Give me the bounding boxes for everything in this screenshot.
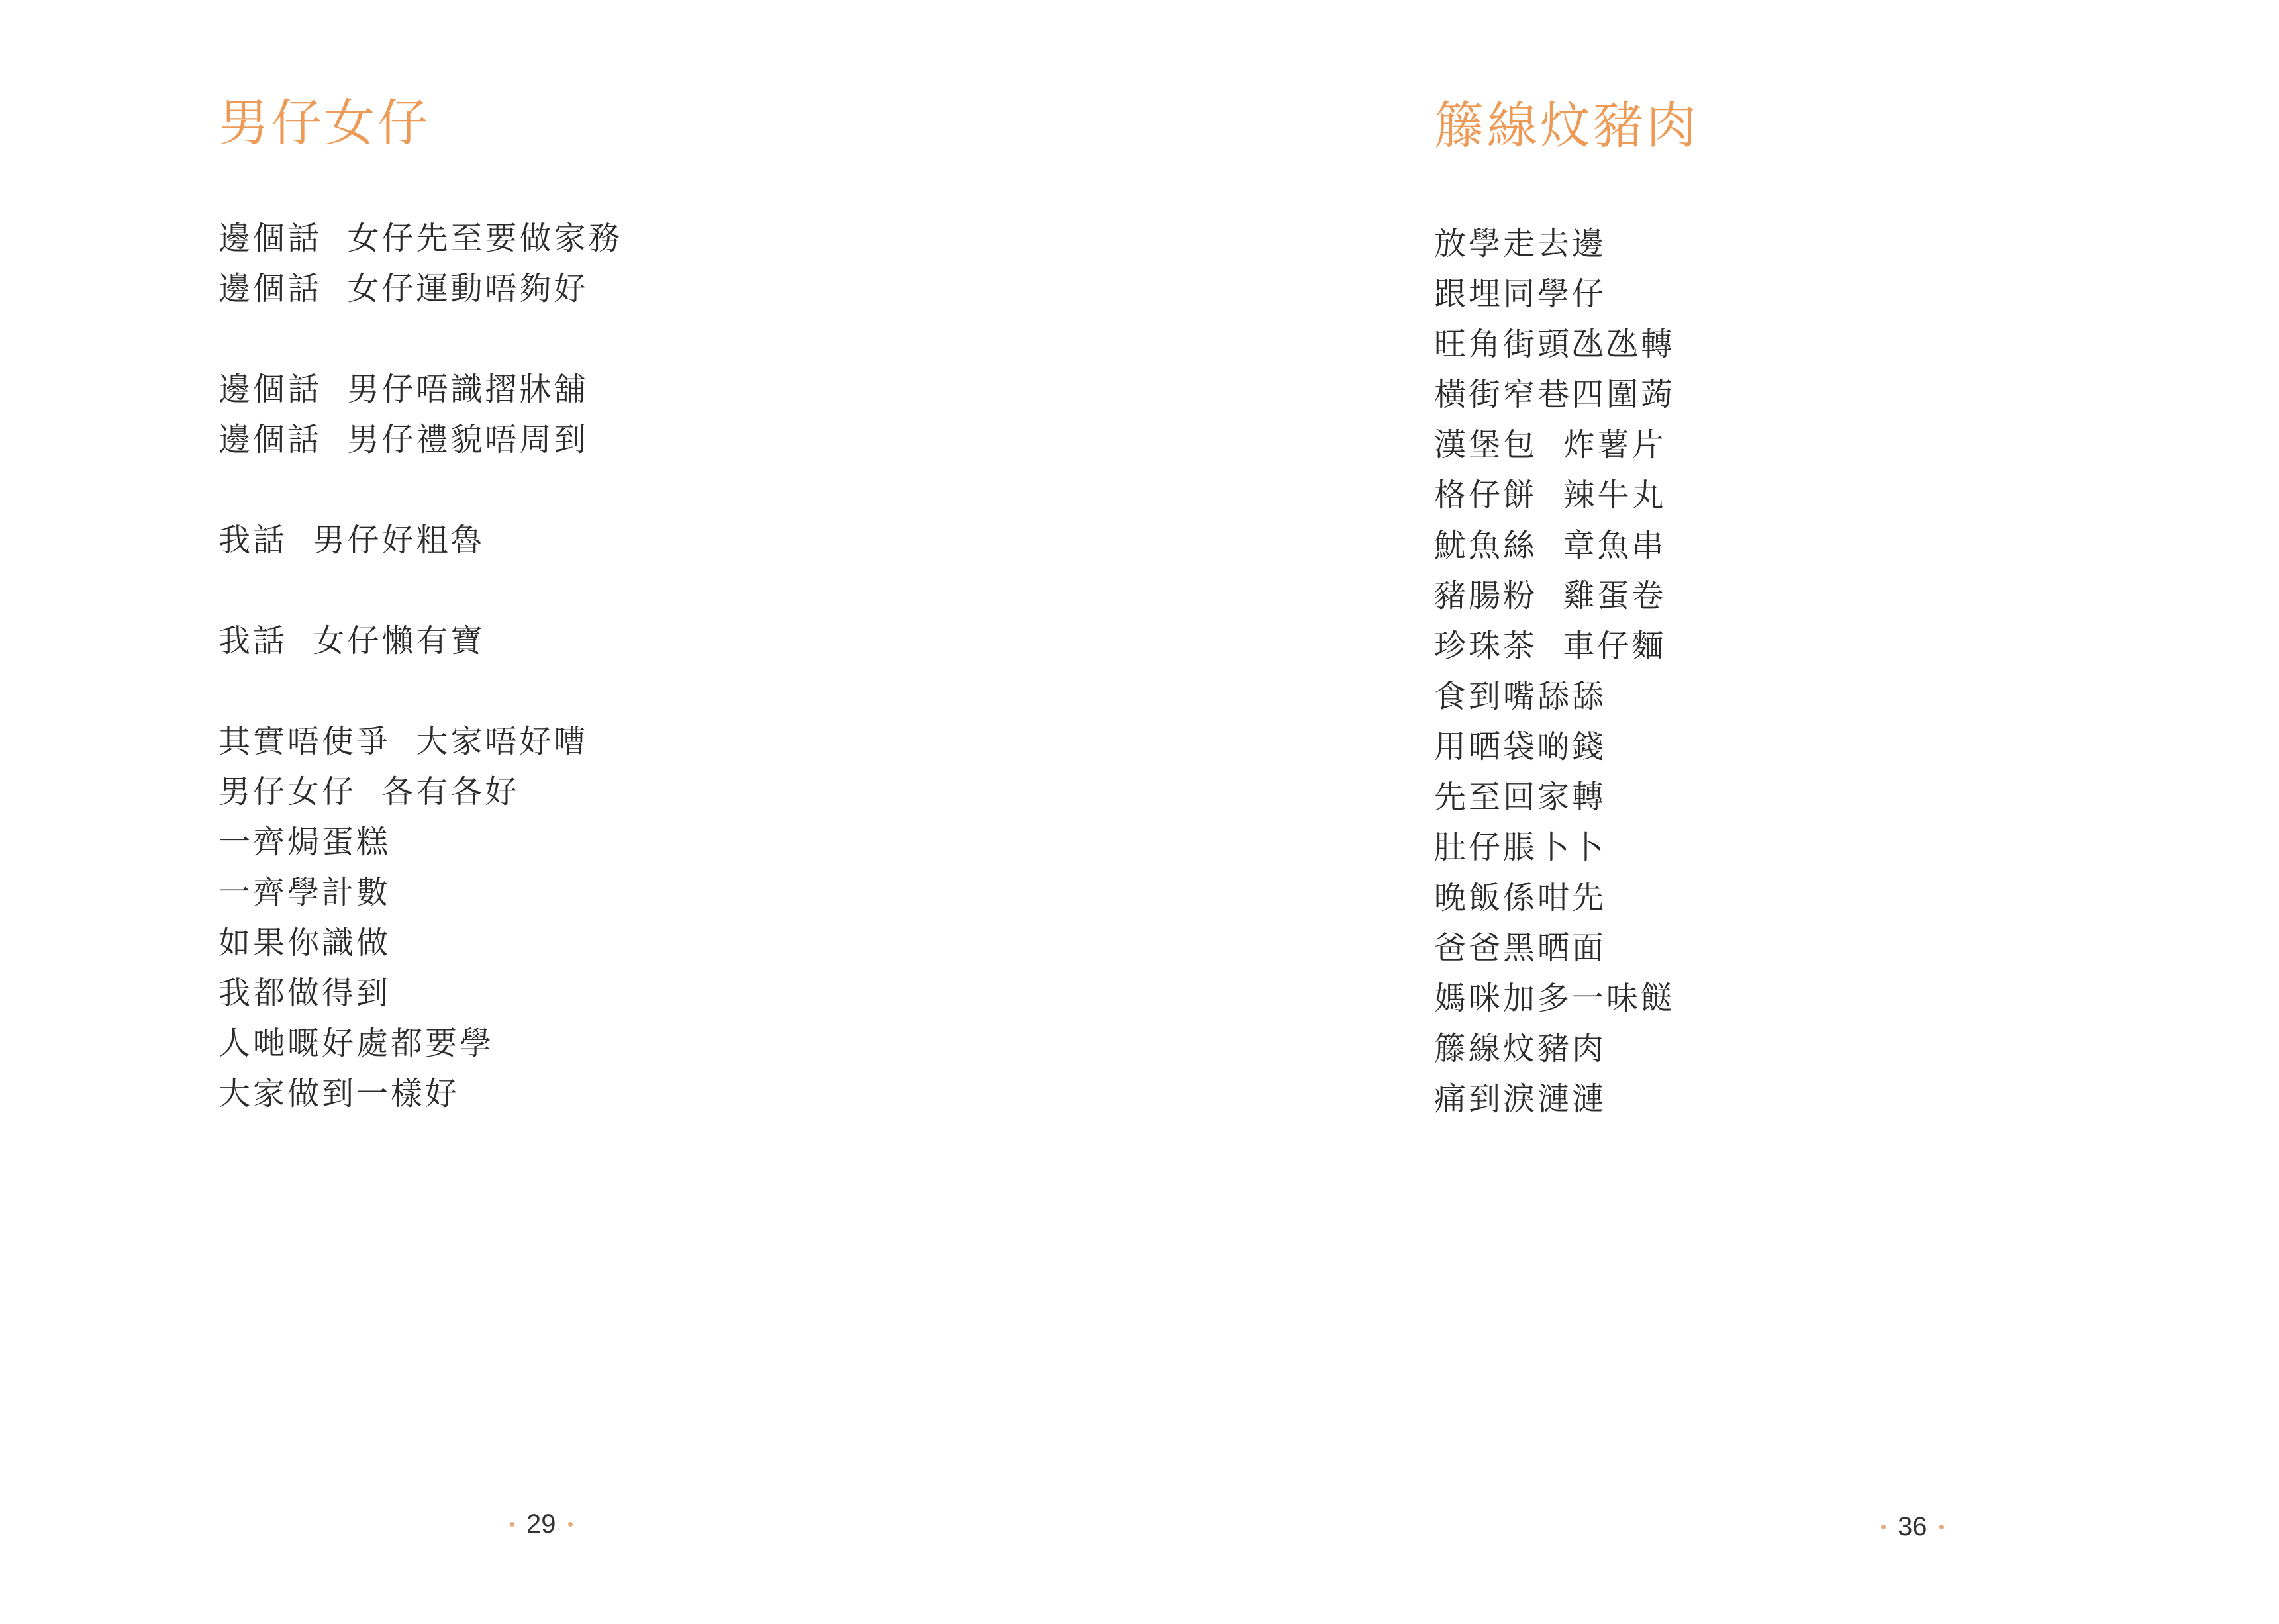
poem-line: 跟埋同學仔 bbox=[1434, 275, 1607, 312]
poem-line: 放學走去邊 bbox=[1434, 225, 1607, 262]
poem-line: 豬腸粉 雞蛋卷 bbox=[1434, 577, 1667, 614]
poem-line: 先至回家轉 bbox=[1434, 779, 1607, 816]
page-number-dot-left bbox=[510, 1522, 514, 1527]
stanza bbox=[218, 515, 623, 565]
poem-body bbox=[218, 213, 623, 1169]
poem-line: 食到嘴舔舔 bbox=[1434, 678, 1607, 715]
poem-line: 我都做得到 bbox=[218, 975, 391, 1012]
page-number bbox=[1881, 1512, 1944, 1542]
poem-line: 爸爸黑晒面 bbox=[1434, 930, 1607, 967]
page-number-dot-right bbox=[1939, 1525, 1944, 1529]
stanza bbox=[218, 716, 623, 1119]
stanza bbox=[218, 213, 623, 314]
poem-line: 我話 女仔懶有寶 bbox=[218, 622, 485, 659]
poem-line: 魷魚絲 章魚串 bbox=[1434, 527, 1667, 564]
poem-line: 邊個話 女仔運動唔夠好 bbox=[218, 270, 589, 307]
page-number-value: 29 bbox=[526, 1509, 556, 1539]
poem-line: 一齊焗蛋糕 bbox=[218, 824, 391, 861]
page-number-dot-right bbox=[568, 1522, 573, 1527]
poem-line: 籐線炆豬肉 bbox=[1434, 1030, 1607, 1067]
page-number-dot-left bbox=[1881, 1525, 1886, 1529]
poem-line: 邊個話 女仔先至要做家務 bbox=[218, 220, 623, 257]
poem-line: 漢堡包 炸薯片 bbox=[1434, 426, 1667, 463]
poem-line: 痛到淚漣漣 bbox=[1434, 1080, 1607, 1118]
stanza bbox=[218, 616, 623, 666]
poem-line: 如果你識做 bbox=[218, 924, 391, 961]
poem-line: 晚飯係咁先 bbox=[1434, 879, 1607, 916]
poem-line: 我話 男仔好粗魯 bbox=[218, 522, 485, 559]
poem-title: 男仔女仔 bbox=[218, 93, 430, 152]
poem-line: 格仔餅 辣牛丸 bbox=[1434, 477, 1667, 514]
poem-line: 媽咪加多一味餸 bbox=[1434, 980, 1676, 1017]
page-number bbox=[510, 1509, 573, 1539]
stanza bbox=[218, 364, 623, 465]
poem-line: 邊個話 男仔禮貌唔周到 bbox=[218, 421, 589, 458]
poem-body bbox=[1434, 218, 1675, 1174]
poem-line: 珍珠茶 車仔麵 bbox=[1434, 628, 1667, 665]
poem-line: 人哋嘅好處都要學 bbox=[218, 1025, 495, 1062]
poem-line: 大家做到一樣好 bbox=[218, 1075, 460, 1112]
poem-line: 男仔女仔 各有各好 bbox=[218, 773, 520, 810]
poem-line: 橫街窄巷四圍蒟 bbox=[1434, 376, 1676, 413]
right-page bbox=[1140, 0, 2279, 1624]
poem-line: 肚仔脹卜卜 bbox=[1434, 829, 1607, 866]
poem-line: 一齊學計數 bbox=[218, 874, 391, 911]
poem-title: 籐線炆豬肉 bbox=[1434, 96, 1699, 155]
page-number-value: 36 bbox=[1898, 1512, 1927, 1541]
poem-line: 邊個話 男仔唔識摺牀舖 bbox=[218, 371, 589, 408]
poem-line: 其實唔使爭 大家唔好嘈 bbox=[218, 723, 589, 760]
stanza bbox=[1434, 218, 1675, 1124]
poem-line: 用晒袋啲錢 bbox=[1434, 728, 1607, 765]
poem-line: 旺角街頭氹氹轉 bbox=[1434, 326, 1676, 363]
